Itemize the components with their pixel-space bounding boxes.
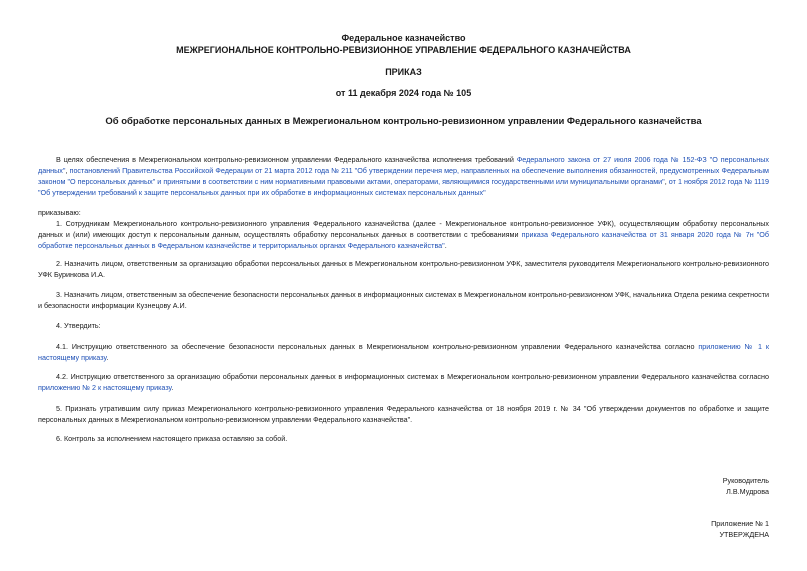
government-decree-link[interactable]: постановлений Правительства Российской Федерации от 21 марта 2012 года № 211 "Об утверждении перечня мер, направленных на обеспечение выполнения обязанностей, предусмотренных Федеральным законом "О персональных данных" и принятыми в соответствии с ним нормативными правовыми актами, операторами, являющимися государственными или муниципальными органами" — [38, 166, 769, 186]
item-1-text: 1. Сотрудникам Межрегионального контрольно-ревизионного управления Федерального казначейства (далее - Межрегиональное контрольно-ревизионное УФК), осуществляющим обработку персональных данных и (или) имеющих доступ к персональным данным, осуществлять обработку персональных данных в соответствии с требованиями — [38, 219, 769, 239]
department-name: МЕЖРЕГИОНАЛЬНОЕ КОНТРОЛЬНО-РЕВИЗИОННОЕ УПРАВЛЕНИЕ ФЕДЕРАЛЬНОГО КАЗНАЧЕЙСТВА — [176, 45, 631, 55]
item-4: 4. Утвердить: — [56, 321, 101, 330]
item-4-2-text: 4.2. Инструкцию ответственного за организацию обработки персональных данных в информационных системах в Межрегиональном контрольно-ревизионном управлении Федерального казначейства согласно — [56, 372, 769, 381]
item-3: 3. Назначить лицом, ответственным за обеспечение безопасности персональных данных в информационных системах в Межрегиональном контрольно-ревизионном УФК, начальника Отдела режима секретности и безопасности информации Кузнецову А.И. — [38, 290, 769, 310]
appendix-1-link[interactable]: приложению № 1 к настоящему приказу — [38, 342, 769, 362]
doc-date-number: от 11 декабря 2024 года № 105 — [335, 88, 472, 98]
item-5: 5. Признать утратившим силу приказ Межрегионального контрольно-ревизионного управления Федерального казначейства от 18 ноября 2019 г. № 34 "Об утверждении документов по обработке и защите персональных данных в Межрегиональном контрольно-ревизионном управлении Федерального казначейства". — [38, 404, 769, 424]
intro-text-2: , — [65, 166, 70, 175]
item-1-tail: . — [444, 241, 447, 250]
decree-1119-link[interactable]: от 1 ноября 2012 года № 1119 "Об утверждении требований к защите персональных данных при их обработке в информационных системах персональных данных" — [38, 177, 770, 197]
treasury-order-link[interactable]: приказа Федерального казначейства от 31 января 2020 года № 7н "Об обработке персональных данных в Федеральном казначействе и территориальных органах Федерального казначейства" — [38, 230, 769, 250]
doc-type: ПРИКАЗ — [385, 67, 422, 77]
federal-law-link[interactable]: Федерального закона от 27 июля 2006 года № 152-ФЗ "О персональных данных" — [38, 155, 769, 175]
item-4-1-text: 4.1. Инструкцию ответственного за обеспечение безопасности персональных данных в Межрегиональном контрольно-ревизионном управлении Федерального казначейства согласно — [56, 342, 699, 351]
signature-name: Л.В.Мудрова — [726, 487, 769, 496]
item-6: 6. Контроль за исполнением настоящего приказа оставляю за собой. — [56, 434, 288, 443]
signature-position: Руководитель — [722, 476, 769, 485]
appendix-label: Приложение № 1 — [711, 519, 769, 528]
item-4-2-tail: . — [171, 383, 174, 392]
agency-name: Федеральное казначейство — [341, 33, 466, 43]
item-4-2 — [38, 371, 769, 393]
item-4-1 — [38, 341, 769, 363]
intro-text-1: В целях обеспечения в Межрегиональном контрольно-ревизионном управлении Федерального казначейства исполнения требований — [56, 155, 517, 164]
appendix-2-link[interactable]: приложению № 2 к настоящему приказу — [38, 383, 172, 392]
order-word: приказываю: — [38, 208, 81, 217]
appendix-status: УТВЕРЖДЕНА — [719, 530, 769, 539]
intro-paragraph — [38, 154, 769, 198]
item-1 — [38, 218, 769, 251]
intro-text-3: , — [664, 177, 669, 186]
page-title: Об обработке персональных данных в Межрегиональном контрольно-ревизионном управлении Федерального казначейства — [105, 116, 702, 127]
item-2: 2. Назначить лицом, ответственным за организацию обработки персональных данных в Межрегиональном контрольно-ревизионном УФК, заместителя руководителя Межрегионального контрольно-ревизионного УФК Буринкова И.А. — [38, 259, 769, 279]
item-4-1-tail: . — [106, 353, 109, 362]
